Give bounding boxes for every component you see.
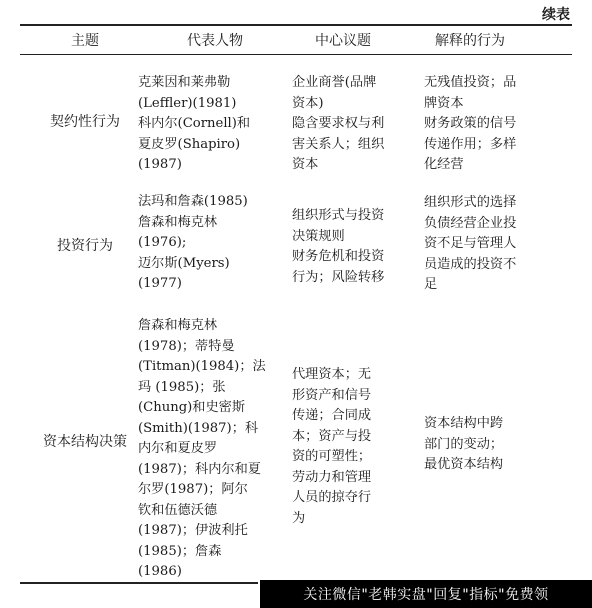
table-bottom-rule — [20, 582, 258, 584]
table-top-rule — [20, 24, 572, 26]
table-header-rule — [20, 54, 572, 55]
header-topic: 主题 — [71, 33, 99, 49]
row-2-behavior: 组织形式的选择 负债经营企业投 资不足与管理人 员造成的投资不 足 — [424, 195, 517, 292]
row-1-people: 克莱因和莱弗勒 (Leffler)(1981) 科内尔(Cornell)和 夏皮罗(Shapiro) (1987) — [138, 75, 251, 172]
row-3-people: 詹森和梅克林 (1978)；蒂特曼 (Titman)(1984)；法 玛 (1985)；张 (Chung)和史密斯 (Smith)(1987)；科 内尔和夏皮罗 (1987)；科内尔和夏 尔罗(1987)；阿尔 钦和伍德沃德 (1987)；伊波利托 (1985)；詹森 (1986) — [138, 318, 266, 579]
row-2-issue: 组织形式与投资 决策规则 财务危机和投资 行为；风险转移 — [292, 208, 385, 285]
row-1-issue: 企业商誉(品牌 资本) 隐含要求权与利 害关系人；组织 资本 — [292, 75, 385, 172]
row-3-topic: 资本结构决策 — [43, 434, 127, 450]
header-issue: 中心议题 — [315, 33, 371, 49]
header-behavior: 解释的行为 — [435, 33, 505, 49]
row-2-topic: 投资行为 — [57, 238, 113, 254]
row-1-behavior: 无残值投资；品 牌资本 财务政策的信号 传递作用；多样 化经营 — [424, 75, 517, 172]
row-3-behavior: 资本结构中跨 部门的变动； 最优资本结构 — [424, 416, 504, 472]
row-2-people: 法玛和詹森(1985) 詹森和梅克林 (1976); 迈尔斯(Myers) (1977) — [138, 194, 248, 291]
watermark-banner: 关注微信"老韩实盘"回复"指标"免费领 — [260, 580, 592, 608]
continued-label: 续表 — [542, 7, 570, 23]
header-people: 代表人物 — [187, 33, 243, 49]
row-3-issue: 代理资本；无 形资产和信号 传递；合同成 本；资产与投 资的可塑性； 劳动力和管理 人员的掠夺行 为 — [292, 367, 372, 526]
row-1-topic: 契约性行为 — [50, 114, 120, 130]
